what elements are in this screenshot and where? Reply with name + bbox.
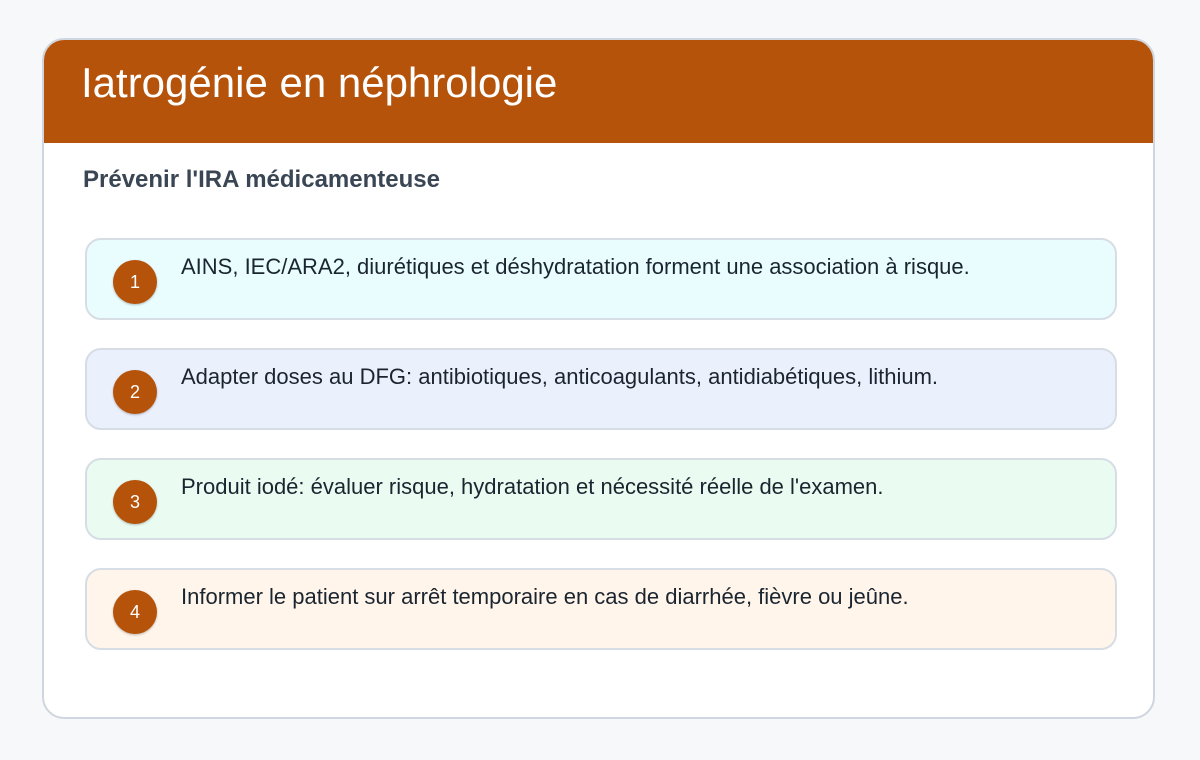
item-text: Adapter doses au DFG: antibiotiques, anticoagulants, antidiabétiques, lithium.	[181, 364, 939, 389]
item-number-badge: 3	[113, 480, 157, 524]
item-text: AINS, IEC/ARA2, diurétiques et déshydratation forment une association à risque.	[181, 254, 970, 279]
page-title: Iatrogénie en néphrologie	[81, 59, 558, 106]
item-number-badge: 4	[113, 590, 157, 634]
list-item-1	[85, 238, 1117, 320]
item-text: Informer le patient sur arrêt temporaire en cas de diarrhée, fièvre ou jeûne.	[181, 584, 909, 609]
list-item-3	[85, 458, 1117, 540]
card-header	[42, 38, 1155, 143]
item-number-badge: 2	[113, 370, 157, 414]
item-text: Produit iodé: évaluer risque, hydratation et nécessité réelle de l'examen.	[181, 474, 884, 499]
list-item-4	[85, 568, 1117, 650]
list-item-2	[85, 348, 1117, 430]
item-number-badge: 1	[113, 260, 157, 304]
page-subtitle: Prévenir l'IRA médicamenteuse	[83, 166, 440, 193]
recommendation-list	[85, 238, 1117, 678]
info-card	[42, 38, 1155, 719]
